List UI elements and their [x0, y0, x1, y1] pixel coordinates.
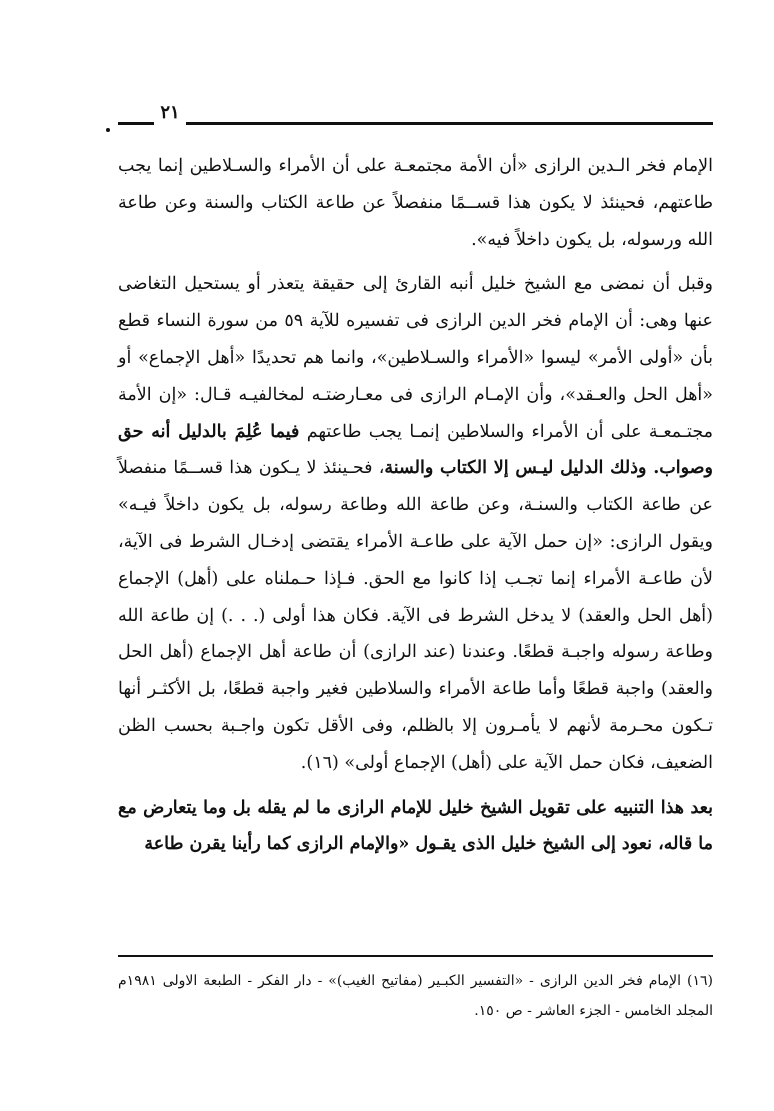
footnote-rule [118, 955, 713, 957]
header-dash [118, 122, 154, 125]
paragraph-gap [118, 258, 713, 266]
footnote-16: (١٦) الإمام فخر الدين الرازى - «التفسير الكبـير (مفاتيح الغيب)» - دار الفكر - الطبعة الاولى ١٩٨١م المجلد الخامس - الجزء العاشر - ص ١٥٠. [118, 973, 713, 1019]
body-text [118, 148, 713, 863]
paragraph-2-bold-quote: فيما عُلِمَ بالدليل أنه حق وصواب. وذلك الدليل ليـس إلا الكتاب والسنة [118, 421, 713, 479]
page-number: ٢١ [160, 102, 180, 123]
paragraph-gap [118, 782, 713, 790]
paragraph-2-part-1: وقبل أن نمضى مع الشيخ خليل أنبه القارئ إلى حقيقة يتعذر أو يستحيل التغاضى عنها وهى: أن الإمام فخر الدين الرازى فى تفسيره للآية ٥٩ من سورة النساء قطع بأن «أولى الأمر» ليسوا «الأمراء والسـلاطين»، وانما هم تحديدًا «أهل الإجماع» أو «أهل الحل والعـقد»، وأن الإمـام الرازى فى معـارضتـه لمخالفيـه قـال: «إن الأمة مجتـمعـة على أن الأمراء والسلاطين إنمـا يجب طاعتهم [118, 274, 714, 442]
header-dot [106, 128, 110, 132]
paragraph-3: بعد هذا التنبيه على تقويل الشيخ خليل للإمام الرازى ما لم يقله بل وما يتعارض مع ما قاله، نعود إلى الشيخ خليل الذى يقـول «والإمام الرازى كما رأينا يقرن طاعة [118, 797, 713, 855]
page-header [118, 100, 713, 140]
paragraph-2 [118, 266, 713, 781]
paragraph-1: الإمام فخر الـدين الرازى «أن الأمة مجتمعـة على أن الأمراء والسـلاطين إنما يجب طاعتهم، فحينئذ لا يكون هذا قســمًا منفصلاً عن طاعة الكتاب والسنة وعن طاعة الله ورسوله، بل يكون داخلاً فيه». [118, 156, 713, 250]
header-rule [186, 122, 713, 125]
paragraph-2-part-2: ، فحـينئذ لا يـكون هذا قســمًا منفصلاً عن طاعة الكتاب والسنـة، وعن طاعة الله وطاعة رسوله، بل يكون داخلاً فيـه» ويقول الرازى: «إن حمل الآية على طاعـة الأمراء يقتضى إدخـال الشرط فى الآية، لأن طاعـة الأمراء إنما تجـب إذا كانوا مع الحق. فـإذا حـملناه على (أهل) الإجماع (أهل الحل والعقد) لا يدخل الشرط فى الآية. فكان هذا أولى (. . .) إن طاعة الله وطاعة رسوله واجبـة قطعًا. وعندنا (عند الرازى) أن طاعة أهل الإجماع (أهل الحل والعقد) واجبة قطعًا وأما طاعة الأمراء والسلاطين فغير واجبة قطعًا، بل الأكثـر أنها تـكون محـرمة لأنهم لا يأمـرون إلا بالظلم، وفى الأقل تكون واجـبة بحسب الظن الضعيف، فكان حمل الآية على (أهل) الإجماع أولى» (١٦). [118, 458, 713, 773]
